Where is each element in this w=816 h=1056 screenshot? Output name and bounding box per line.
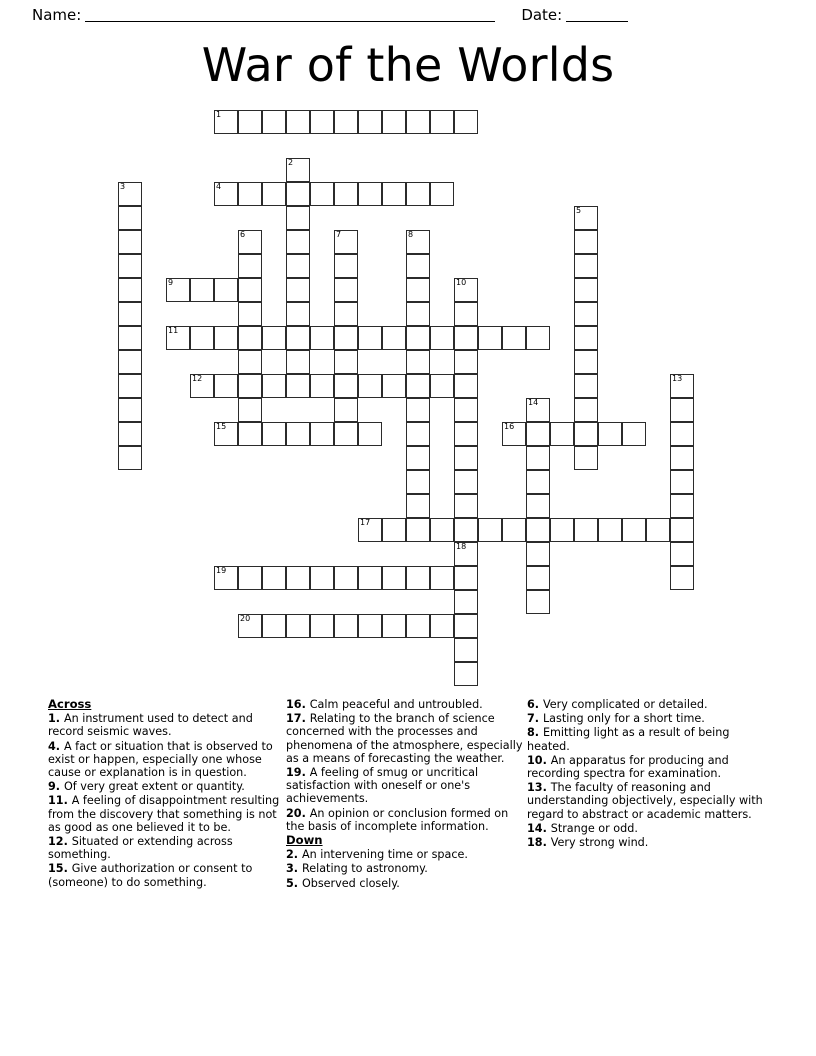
crossword-cell[interactable]	[574, 422, 598, 446]
crossword-cell[interactable]	[670, 446, 694, 470]
clue-across-17	[286, 712, 529, 765]
clue-number-16: 16	[504, 422, 515, 431]
crossword-cell[interactable]	[670, 494, 694, 518]
crossword-cell[interactable]	[478, 518, 502, 542]
crossword-cell[interactable]	[286, 206, 310, 230]
clue-text: Strange or odd.	[550, 821, 638, 835]
crossword-cell[interactable]	[598, 518, 622, 542]
crossword-cell[interactable]	[454, 422, 478, 446]
crossword-cell[interactable]	[238, 398, 262, 422]
crossword-cell[interactable]	[670, 398, 694, 422]
crossword-cell[interactable]	[502, 326, 526, 350]
crossword-cell-start-5[interactable]	[574, 206, 598, 230]
clue-number: 7.	[527, 712, 543, 726]
crossword-cell-start-18[interactable]	[454, 542, 478, 566]
clue-number-14: 14	[528, 398, 539, 407]
crossword-cell[interactable]	[310, 110, 334, 134]
crossword-cell[interactable]	[286, 422, 310, 446]
page-title: War of the Worlds	[201, 38, 615, 92]
clue-number-11: 11	[168, 326, 179, 335]
crossword-cell[interactable]	[574, 230, 598, 254]
clue-number: 11.	[48, 794, 72, 808]
clue-number: 10.	[527, 753, 551, 767]
clue-number: 15.	[48, 862, 72, 876]
clue-number-15: 15	[216, 422, 227, 431]
clue-number-2: 2	[288, 158, 294, 167]
crossword-cell-start-15[interactable]	[214, 422, 238, 446]
clue-number-10: 10	[456, 278, 467, 287]
crossword-cell[interactable]	[526, 542, 550, 566]
clue-text: Relating to astronomy.	[301, 862, 428, 876]
crossword-cell[interactable]	[262, 422, 286, 446]
clue-text: Observed closely.	[301, 876, 400, 890]
crossword-cell[interactable]	[430, 326, 454, 350]
crossword-cell[interactable]	[382, 326, 406, 350]
crossword-cell[interactable]	[622, 422, 646, 446]
clue-across-20	[286, 807, 529, 833]
clue-number: 20.	[286, 806, 310, 820]
clue-text: The faculty of reasoning and understanding objectively, especially with regard to abstract or academic matters.	[527, 781, 763, 821]
clue-number: 5.	[286, 876, 302, 890]
clue-number: 8.	[527, 726, 543, 740]
crossword-cell[interactable]	[358, 614, 382, 638]
clue-number: 18.	[527, 836, 551, 850]
clue-number: 17.	[286, 712, 310, 726]
clue-text: Relating to the branch of science concerned with the processes and phenomena of the atmosphere, especially as a means of forecasting the weather.	[286, 712, 523, 765]
clue-across-11	[48, 794, 291, 834]
crossword-cell[interactable]	[286, 254, 310, 278]
clue-number-9: 9	[168, 278, 174, 287]
crossword-cell[interactable]	[238, 350, 262, 374]
clue-number-19: 19	[216, 566, 227, 575]
crossword-cell[interactable]	[358, 182, 382, 206]
crossword-cell[interactable]	[598, 422, 622, 446]
crossword-cell[interactable]	[118, 302, 142, 326]
crossword-cell[interactable]	[214, 374, 238, 398]
crossword-cell[interactable]	[238, 302, 262, 326]
crossword-cell[interactable]	[262, 182, 286, 206]
crossword-cell[interactable]	[454, 566, 478, 590]
crossword-cell[interactable]	[574, 350, 598, 374]
clue-column-1	[48, 698, 291, 891]
clue-column-3	[527, 698, 770, 891]
crossword-cell[interactable]	[526, 518, 550, 542]
across-heading: Across	[48, 697, 92, 711]
crossword-cell[interactable]	[214, 278, 238, 302]
crossword-cell[interactable]	[334, 422, 358, 446]
crossword-cell-start-2[interactable]	[286, 158, 310, 182]
clue-number-13: 13	[672, 374, 683, 383]
crossword-cell-start-8[interactable]	[406, 230, 430, 254]
crossword-cell[interactable]	[334, 326, 358, 350]
clue-text: A feeling of disappointment resulting from the discovery that something is not as good as one believed it to be.	[48, 794, 280, 834]
crossword-cell-start-4[interactable]	[214, 182, 238, 206]
clue-number: 14.	[527, 821, 551, 835]
crossword-cell[interactable]	[262, 110, 286, 134]
crossword-cell[interactable]	[406, 302, 430, 326]
crossword-cell-start-11[interactable]	[166, 326, 190, 350]
clue-number-18: 18	[456, 542, 467, 551]
crossword-cell[interactable]	[310, 182, 334, 206]
crossword-cell[interactable]	[286, 182, 310, 206]
crossword-cell[interactable]	[358, 374, 382, 398]
crossword-cell[interactable]	[406, 494, 430, 518]
clue-text: Calm peaceful and untroubled.	[309, 698, 483, 711]
crossword-cell[interactable]	[262, 326, 286, 350]
clue-text: An opinion or conclusion formed on the basis of incomplete information.	[286, 806, 509, 833]
crossword-cell[interactable]	[382, 374, 406, 398]
clue-down-3	[286, 862, 529, 875]
clue-number-4: 4	[216, 182, 222, 191]
crossword-cell[interactable]	[406, 374, 430, 398]
clue-number: 9.	[48, 780, 64, 794]
crossword-cell[interactable]	[406, 110, 430, 134]
crossword-cell[interactable]	[454, 518, 478, 542]
crossword-cell-start-3[interactable]	[118, 182, 142, 206]
clue-number: 19.	[286, 766, 310, 780]
crossword-cell[interactable]	[382, 518, 406, 542]
clue-number: 3.	[286, 862, 302, 876]
clue-text: Very strong wind.	[550, 836, 649, 850]
crossword-cell[interactable]	[334, 110, 358, 134]
clue-down-2	[286, 848, 529, 861]
crossword-cell-start-10[interactable]	[454, 278, 478, 302]
crossword-cell[interactable]	[358, 422, 382, 446]
crossword-cell-start-20[interactable]	[238, 614, 262, 638]
crossword-cell[interactable]	[574, 374, 598, 398]
crossword-cell-start-13[interactable]	[670, 374, 694, 398]
crossword-cell[interactable]	[526, 590, 550, 614]
crossword-cell[interactable]	[382, 614, 406, 638]
crossword-cell[interactable]	[238, 110, 262, 134]
crossword-cell[interactable]	[310, 614, 334, 638]
crossword-cell[interactable]	[574, 326, 598, 350]
crossword-cell[interactable]	[238, 374, 262, 398]
crossword-cell[interactable]	[406, 446, 430, 470]
crossword-cell[interactable]	[406, 518, 430, 542]
crossword-cell[interactable]	[430, 566, 454, 590]
crossword-cell[interactable]	[334, 182, 358, 206]
crossword-cell[interactable]	[358, 566, 382, 590]
crossword-cell[interactable]	[574, 254, 598, 278]
crossword-cell-start-16[interactable]	[502, 422, 526, 446]
clue-number-17: 17	[360, 518, 371, 527]
crossword-cell[interactable]	[406, 470, 430, 494]
crossword-cell[interactable]	[382, 566, 406, 590]
crossword-cell[interactable]	[406, 566, 430, 590]
crossword-cell[interactable]	[382, 110, 406, 134]
crossword-cell[interactable]	[670, 566, 694, 590]
crossword-cell[interactable]	[454, 302, 478, 326]
crossword-cell[interactable]	[118, 422, 142, 446]
clue-number: 1.	[48, 712, 64, 726]
down-heading: Down	[286, 833, 323, 848]
crossword-cell[interactable]	[118, 446, 142, 470]
crossword-cell-start-12[interactable]	[190, 374, 214, 398]
clue-number-1: 1	[216, 110, 222, 119]
crossword-cell[interactable]	[118, 254, 142, 278]
crossword-cell[interactable]	[334, 302, 358, 326]
crossword-cell[interactable]	[526, 326, 550, 350]
crossword-cell[interactable]	[574, 518, 598, 542]
crossword-cell[interactable]	[286, 326, 310, 350]
crossword-cell[interactable]	[238, 326, 262, 350]
crossword-cell[interactable]	[526, 446, 550, 470]
crossword-cell[interactable]	[454, 326, 478, 350]
clue-text: Very complicated or detailed.	[542, 698, 708, 711]
crossword-cell[interactable]	[526, 470, 550, 494]
crossword-cell[interactable]	[454, 446, 478, 470]
crossword-cell[interactable]	[310, 566, 334, 590]
crossword-cell[interactable]	[118, 374, 142, 398]
crossword-cell[interactable]	[430, 614, 454, 638]
clue-down-13	[527, 781, 770, 821]
crossword-cell[interactable]	[454, 398, 478, 422]
clue-number-12: 12	[192, 374, 203, 383]
clue-text: An intervening time or space.	[301, 848, 468, 862]
crossword-cell[interactable]	[430, 110, 454, 134]
crossword-cell[interactable]	[334, 254, 358, 278]
crossword-cell-start-6[interactable]	[238, 230, 262, 254]
clue-down-14	[527, 822, 770, 835]
clue-text: An apparatus for producing and recording spectra for examination.	[527, 753, 729, 781]
clue-text: Give authorization or consent to (someone) to do something.	[48, 862, 253, 889]
crossword-cell-start-7[interactable]	[334, 230, 358, 254]
crossword-cell[interactable]	[406, 326, 430, 350]
crossword-cell[interactable]	[574, 446, 598, 470]
crossword-cell[interactable]	[406, 254, 430, 278]
crossword-cell[interactable]	[406, 422, 430, 446]
crossword-cell[interactable]	[238, 278, 262, 302]
crossword-cell[interactable]	[574, 302, 598, 326]
clue-number-3: 3	[120, 182, 126, 191]
crossword-cell[interactable]	[406, 278, 430, 302]
clue-number: 16.	[286, 698, 310, 711]
crossword-cell[interactable]	[238, 254, 262, 278]
date-label: Date:	[521, 6, 563, 24]
clue-number: 13.	[527, 781, 551, 795]
crossword-cell[interactable]	[310, 374, 334, 398]
crossword-cell[interactable]	[478, 326, 502, 350]
clue-text: Situated or extending across something.	[48, 835, 233, 862]
clue-across-9	[48, 780, 291, 793]
crossword-cell[interactable]	[286, 230, 310, 254]
crossword-cell[interactable]	[526, 422, 550, 446]
crossword-cell[interactable]	[286, 614, 310, 638]
clue-down-5	[286, 877, 529, 890]
crossword-cell[interactable]	[454, 590, 478, 614]
crossword-cell[interactable]	[334, 398, 358, 422]
crossword-cell[interactable]	[118, 206, 142, 230]
crossword-cell[interactable]	[238, 182, 262, 206]
crossword-cell[interactable]	[406, 398, 430, 422]
crossword-cell[interactable]	[358, 326, 382, 350]
crossword-cell[interactable]	[334, 374, 358, 398]
crossword-cell[interactable]	[454, 110, 478, 134]
crossword-cell[interactable]	[118, 326, 142, 350]
crossword-cell[interactable]	[358, 110, 382, 134]
crossword-cell[interactable]	[550, 518, 574, 542]
clue-across-12	[48, 835, 291, 861]
crossword-cell[interactable]	[286, 566, 310, 590]
clue-text: A feeling of smug or uncritical satisfaction with oneself or one's achievements.	[286, 766, 479, 806]
crossword-cell[interactable]	[238, 566, 262, 590]
clue-down-8	[527, 726, 770, 752]
crossword-cell[interactable]	[670, 422, 694, 446]
crossword-cell[interactable]	[430, 182, 454, 206]
crossword-cell[interactable]	[286, 350, 310, 374]
crossword-cell-start-1[interactable]	[214, 110, 238, 134]
crossword-cell[interactable]	[238, 422, 262, 446]
clue-down-6	[527, 698, 770, 711]
name-label: Name:	[32, 6, 82, 24]
clue-across-16	[286, 698, 529, 711]
clue-text: Lasting only for a short time.	[542, 712, 705, 726]
crossword-cell[interactable]	[262, 374, 286, 398]
clue-number-7: 7	[336, 230, 342, 239]
clue-down-7	[527, 712, 770, 725]
crossword-cell[interactable]	[286, 302, 310, 326]
clue-number: 2.	[286, 848, 302, 862]
clue-number: 6.	[527, 698, 543, 711]
crossword-cell[interactable]	[526, 494, 550, 518]
crossword-cell[interactable]	[670, 542, 694, 566]
crossword-cell[interactable]	[454, 374, 478, 398]
clue-text: Emitting light as a result of being heated.	[527, 726, 730, 753]
clue-text: Of very great extent or quantity.	[63, 780, 245, 794]
crossword-cell[interactable]	[262, 614, 286, 638]
clue-down-18	[527, 836, 770, 849]
crossword-cell[interactable]	[502, 518, 526, 542]
crossword-cell[interactable]	[382, 182, 406, 206]
crossword-cell[interactable]	[406, 614, 430, 638]
crossword-cell[interactable]	[550, 422, 574, 446]
crossword-cell[interactable]	[214, 326, 238, 350]
crossword-cell[interactable]	[454, 470, 478, 494]
crossword-cell[interactable]	[454, 494, 478, 518]
crossword-cell[interactable]	[526, 566, 550, 590]
clue-number: 12.	[48, 835, 72, 849]
crossword-cell[interactable]	[286, 278, 310, 302]
crossword-cell[interactable]	[118, 350, 142, 374]
crossword-cell[interactable]	[310, 326, 334, 350]
crossword-cell[interactable]	[646, 518, 670, 542]
crossword-cell[interactable]	[118, 398, 142, 422]
crossword-cell-start-9[interactable]	[166, 278, 190, 302]
clue-across-1	[48, 712, 291, 738]
crossword-cell[interactable]	[190, 326, 214, 350]
clue-across-19	[286, 766, 529, 806]
crossword-cell[interactable]	[334, 350, 358, 374]
crossword-cell[interactable]	[454, 350, 478, 374]
crossword-cell[interactable]	[454, 638, 478, 662]
clue-number-8: 8	[408, 230, 414, 239]
crossword-cell-start-17[interactable]	[358, 518, 382, 542]
clue-number-6: 6	[240, 230, 246, 239]
clue-down-10	[527, 754, 770, 780]
crossword-cell-start-14[interactable]	[526, 398, 550, 422]
crossword-cell[interactable]	[670, 470, 694, 494]
crossword-cell[interactable]	[406, 350, 430, 374]
crossword-cell[interactable]	[574, 278, 598, 302]
clue-across-15	[48, 862, 291, 888]
clue-number: 4.	[48, 739, 64, 753]
crossword-cell-start-19[interactable]	[214, 566, 238, 590]
crossword-cell[interactable]	[574, 398, 598, 422]
crossword-cell[interactable]	[622, 518, 646, 542]
clue-across-4	[48, 740, 291, 780]
crossword-cell[interactable]	[454, 614, 478, 638]
crossword-cell[interactable]	[670, 518, 694, 542]
crossword-cell[interactable]	[286, 110, 310, 134]
crossword-cell[interactable]	[310, 422, 334, 446]
clue-number-5: 5	[576, 206, 582, 215]
crossword-cell[interactable]	[118, 278, 142, 302]
clue-text: A fact or situation that is observed to exist or happen, especially one whose cause or explanation is in question.	[48, 739, 273, 780]
crossword-cell[interactable]	[406, 182, 430, 206]
clues-region	[0, 698, 816, 891]
clue-text: An instrument used to detect and record seismic waves.	[48, 712, 253, 739]
clue-column-2	[286, 698, 529, 891]
crossword-cell[interactable]	[286, 374, 310, 398]
crossword-cell[interactable]	[334, 278, 358, 302]
crossword-cell[interactable]	[334, 566, 358, 590]
crossword-cell[interactable]	[430, 374, 454, 398]
crossword-cell[interactable]	[334, 614, 358, 638]
crossword-cell[interactable]	[430, 518, 454, 542]
clue-number-20: 20	[240, 614, 251, 623]
crossword-cell[interactable]	[118, 230, 142, 254]
crossword-cell[interactable]	[190, 278, 214, 302]
crossword-cell[interactable]	[454, 662, 478, 686]
crossword-cell[interactable]	[262, 566, 286, 590]
